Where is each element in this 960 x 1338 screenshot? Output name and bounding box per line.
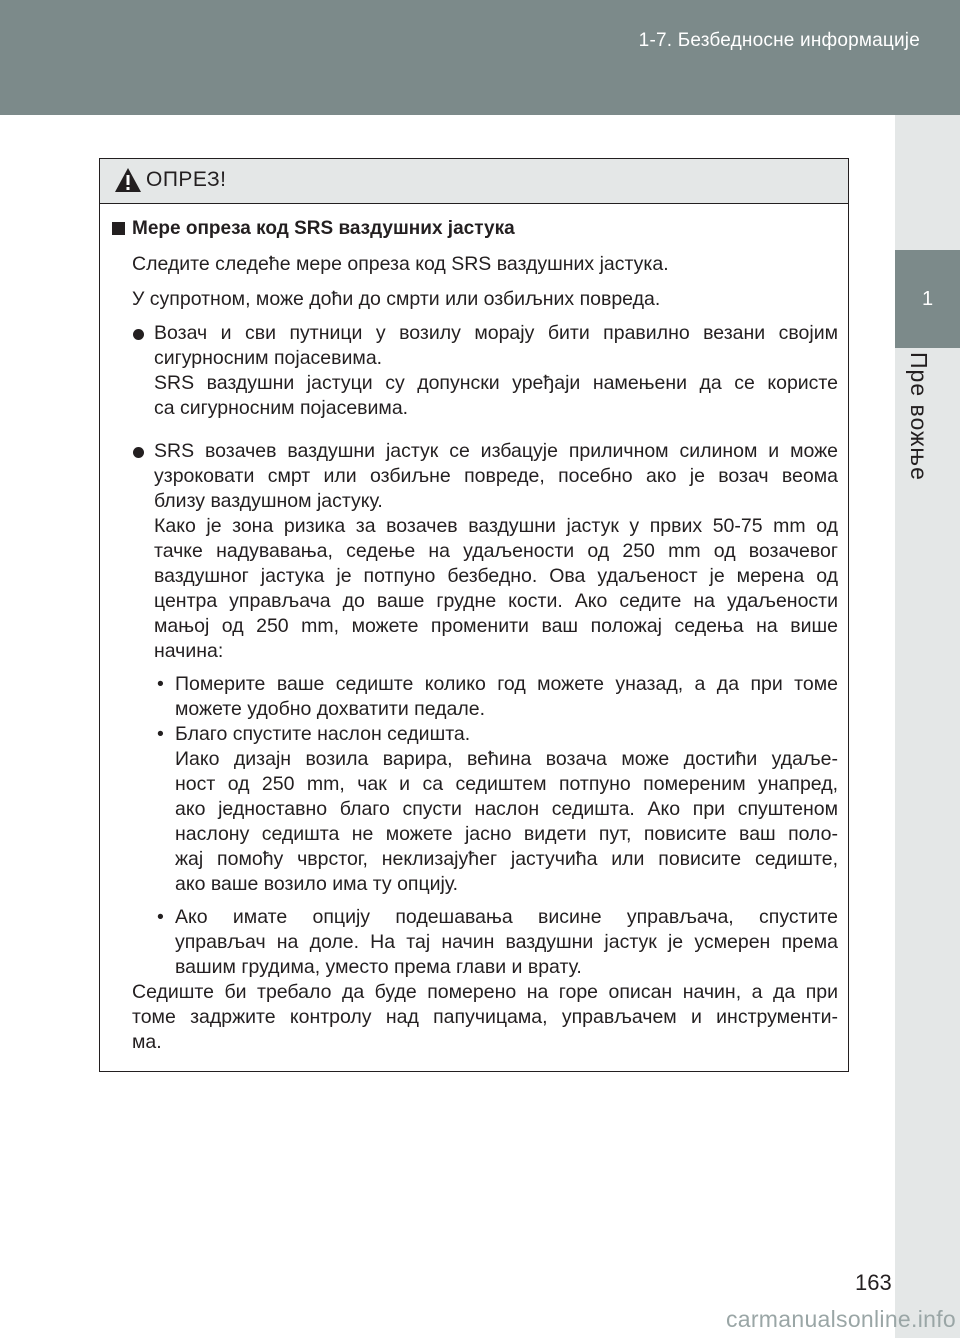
closing-line: Седиште би требало да буде померено на горе описан начин, а да при [132, 981, 838, 1003]
sub-bullet-2-line: ако једноставно благо спусти наслон седишта. Ако при спуштеном [175, 798, 838, 820]
square-bullet-icon [112, 222, 125, 235]
sub-bullet-marker: • [157, 723, 164, 745]
page-number: 163 [855, 1270, 892, 1295]
header-band [0, 0, 960, 115]
caution-box [99, 158, 849, 1072]
sub-bullet-1-line: Померите ваше седиште колико год можете уназад, а да при томе [175, 673, 838, 695]
chapter-tab-label: Пре вожње [906, 352, 932, 481]
bullet-dot-icon [133, 329, 144, 340]
sub-bullet-3-line: вашим грудима, уместо према глави и врату. [175, 956, 582, 978]
intro-line-2: У супротном, може доћи до смрти или озбиљних повреда. [132, 288, 661, 310]
intro-line-1: Следите следеће мере опреза код SRS ваздушних јастука. [132, 253, 669, 275]
chapter-tab-number: 1 [895, 250, 960, 348]
bullet-dot-icon [133, 447, 144, 458]
sub-bullet-2-line: ако ваше возило има ту опцију. [175, 873, 459, 895]
bullet-2-line: начина: [154, 640, 224, 662]
sub-bullet-3-line: управљач на доле. На тај начин ваздушни јастук је усмерен према [175, 931, 838, 953]
warning-icon [114, 167, 142, 193]
caution-heading: Мере опреза код SRS ваздушних јастука [132, 218, 515, 239]
bullet-2-line: близу ваздушном јастуку. [154, 490, 383, 512]
sub-bullet-2-line: Благо спустите наслон седишта. [175, 723, 471, 745]
sub-bullet-marker: • [157, 673, 164, 695]
bullet-1-line: са сигурносним појасевима. [154, 397, 409, 419]
bullet-2-line: ваздушног јастука је потпуно безбедно. Ова удаљеност је мерена од [154, 565, 838, 587]
side-band-upper [895, 115, 960, 250]
sub-bullet-marker: • [157, 906, 164, 928]
bullet-1-line: Возач и сви путници у возилу морају бити правилно везани својим [154, 322, 838, 344]
caution-title: ОПРЕЗ! [146, 168, 227, 191]
closing-line: томе задржите контролу над папучицама, управљачем и инструменти- [132, 1006, 838, 1028]
bullet-2-line: SRS возачев ваздушни јастук се избацује приличном силином и може [154, 440, 838, 462]
bullet-2-line: узроковати смрт или озбиљне повреде, посебно ако је возач веома [154, 465, 838, 487]
closing-line: ма. [132, 1031, 162, 1053]
sub-bullet-3-line: Ако имате опцију подешавања висине управљача, спустите [175, 906, 838, 928]
sub-bullet-2-line: Иако дизајн возила варира, већина возача може достићи удаље- [175, 748, 838, 770]
section-title: 1-7. Безбедносне информације [638, 30, 920, 51]
bullet-1-line: сигурносним појасевима. [154, 347, 383, 369]
sub-bullet-1-line: можете удобно дохватити педале. [175, 698, 485, 720]
bullet-1-line: SRS ваздушни јастуци су допунски уређаји намењени да се користе [154, 372, 838, 394]
bullet-2-line: тачке надувавања, седење на удаљености од 250 mm од возачевог [154, 540, 838, 562]
sub-bullet-2-line: жај помоћу чврстог, неклизајућег јастучића или повисите седиште, [175, 848, 838, 870]
bullet-2-line: центра управљача до ваше грудне кости. Ако седите на удаљености [154, 590, 838, 612]
sub-bullet-2-line: наслону седишта не можете јасно видети пут, повисите ваш поло- [175, 823, 838, 845]
bullet-2-line: Како је зона ризика за возачев ваздушни јастук у првих 50-75 mm од [154, 515, 838, 537]
bullet-2-line: мањој од 250 mm, можете променити ваш положај седења на више [154, 615, 838, 637]
caution-header [100, 159, 848, 204]
watermark: carmanualsonline.info [725, 1306, 956, 1332]
sub-bullet-2-line: ност од 250 mm, чак и са седиштем потпуно помереним унапред, [175, 773, 838, 795]
